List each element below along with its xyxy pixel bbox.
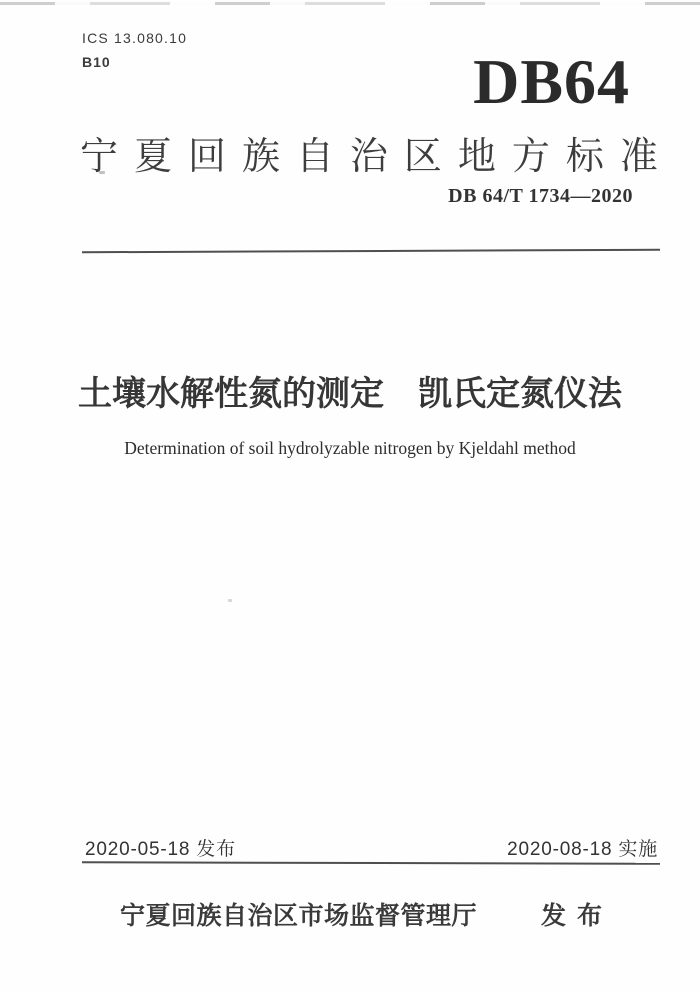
- issue-date: 2020-05-18 发布: [85, 839, 236, 860]
- header-rule: [82, 249, 660, 254]
- category-char: 回: [187, 136, 226, 178]
- category-char: 治: [349, 136, 388, 178]
- category-char: 区: [403, 136, 442, 178]
- category-char: 自: [295, 136, 334, 178]
- publisher-row: [12, 904, 700, 929]
- dates-rule: [82, 861, 660, 865]
- dates-row: [85, 840, 658, 859]
- category-char: 地: [457, 136, 496, 178]
- db64-logo: DB64: [473, 46, 630, 117]
- classification-code: B10: [82, 54, 111, 70]
- doc-title-en: Determination of soil hydrolyzable nitrogen by Kjeldahl method: [124, 438, 576, 458]
- category-char: 宁: [80, 136, 119, 178]
- category-char: 准: [619, 136, 658, 178]
- implementation-date: 2020-08-18 实施: [507, 839, 658, 860]
- ics-code: ICS 13.080.10: [82, 30, 188, 46]
- category-char: 族: [241, 136, 280, 178]
- issuing-authority: 宁夏回族自治区市场监督管理厅: [120, 902, 478, 930]
- category-char: 方: [511, 136, 550, 178]
- publish-label: 发 布: [541, 902, 604, 930]
- standard-number: DB 64/T 1734—2020: [448, 185, 633, 207]
- scan-edge-artifact: [0, 2, 700, 5]
- doc-title-cn: 土壤水解性氮的测定 凯氏定氮仪法: [78, 375, 622, 413]
- scan-speck: [228, 599, 232, 602]
- standard-category-title: [80, 138, 658, 176]
- category-char: 夏: [133, 136, 172, 178]
- category-char: 标: [565, 136, 604, 178]
